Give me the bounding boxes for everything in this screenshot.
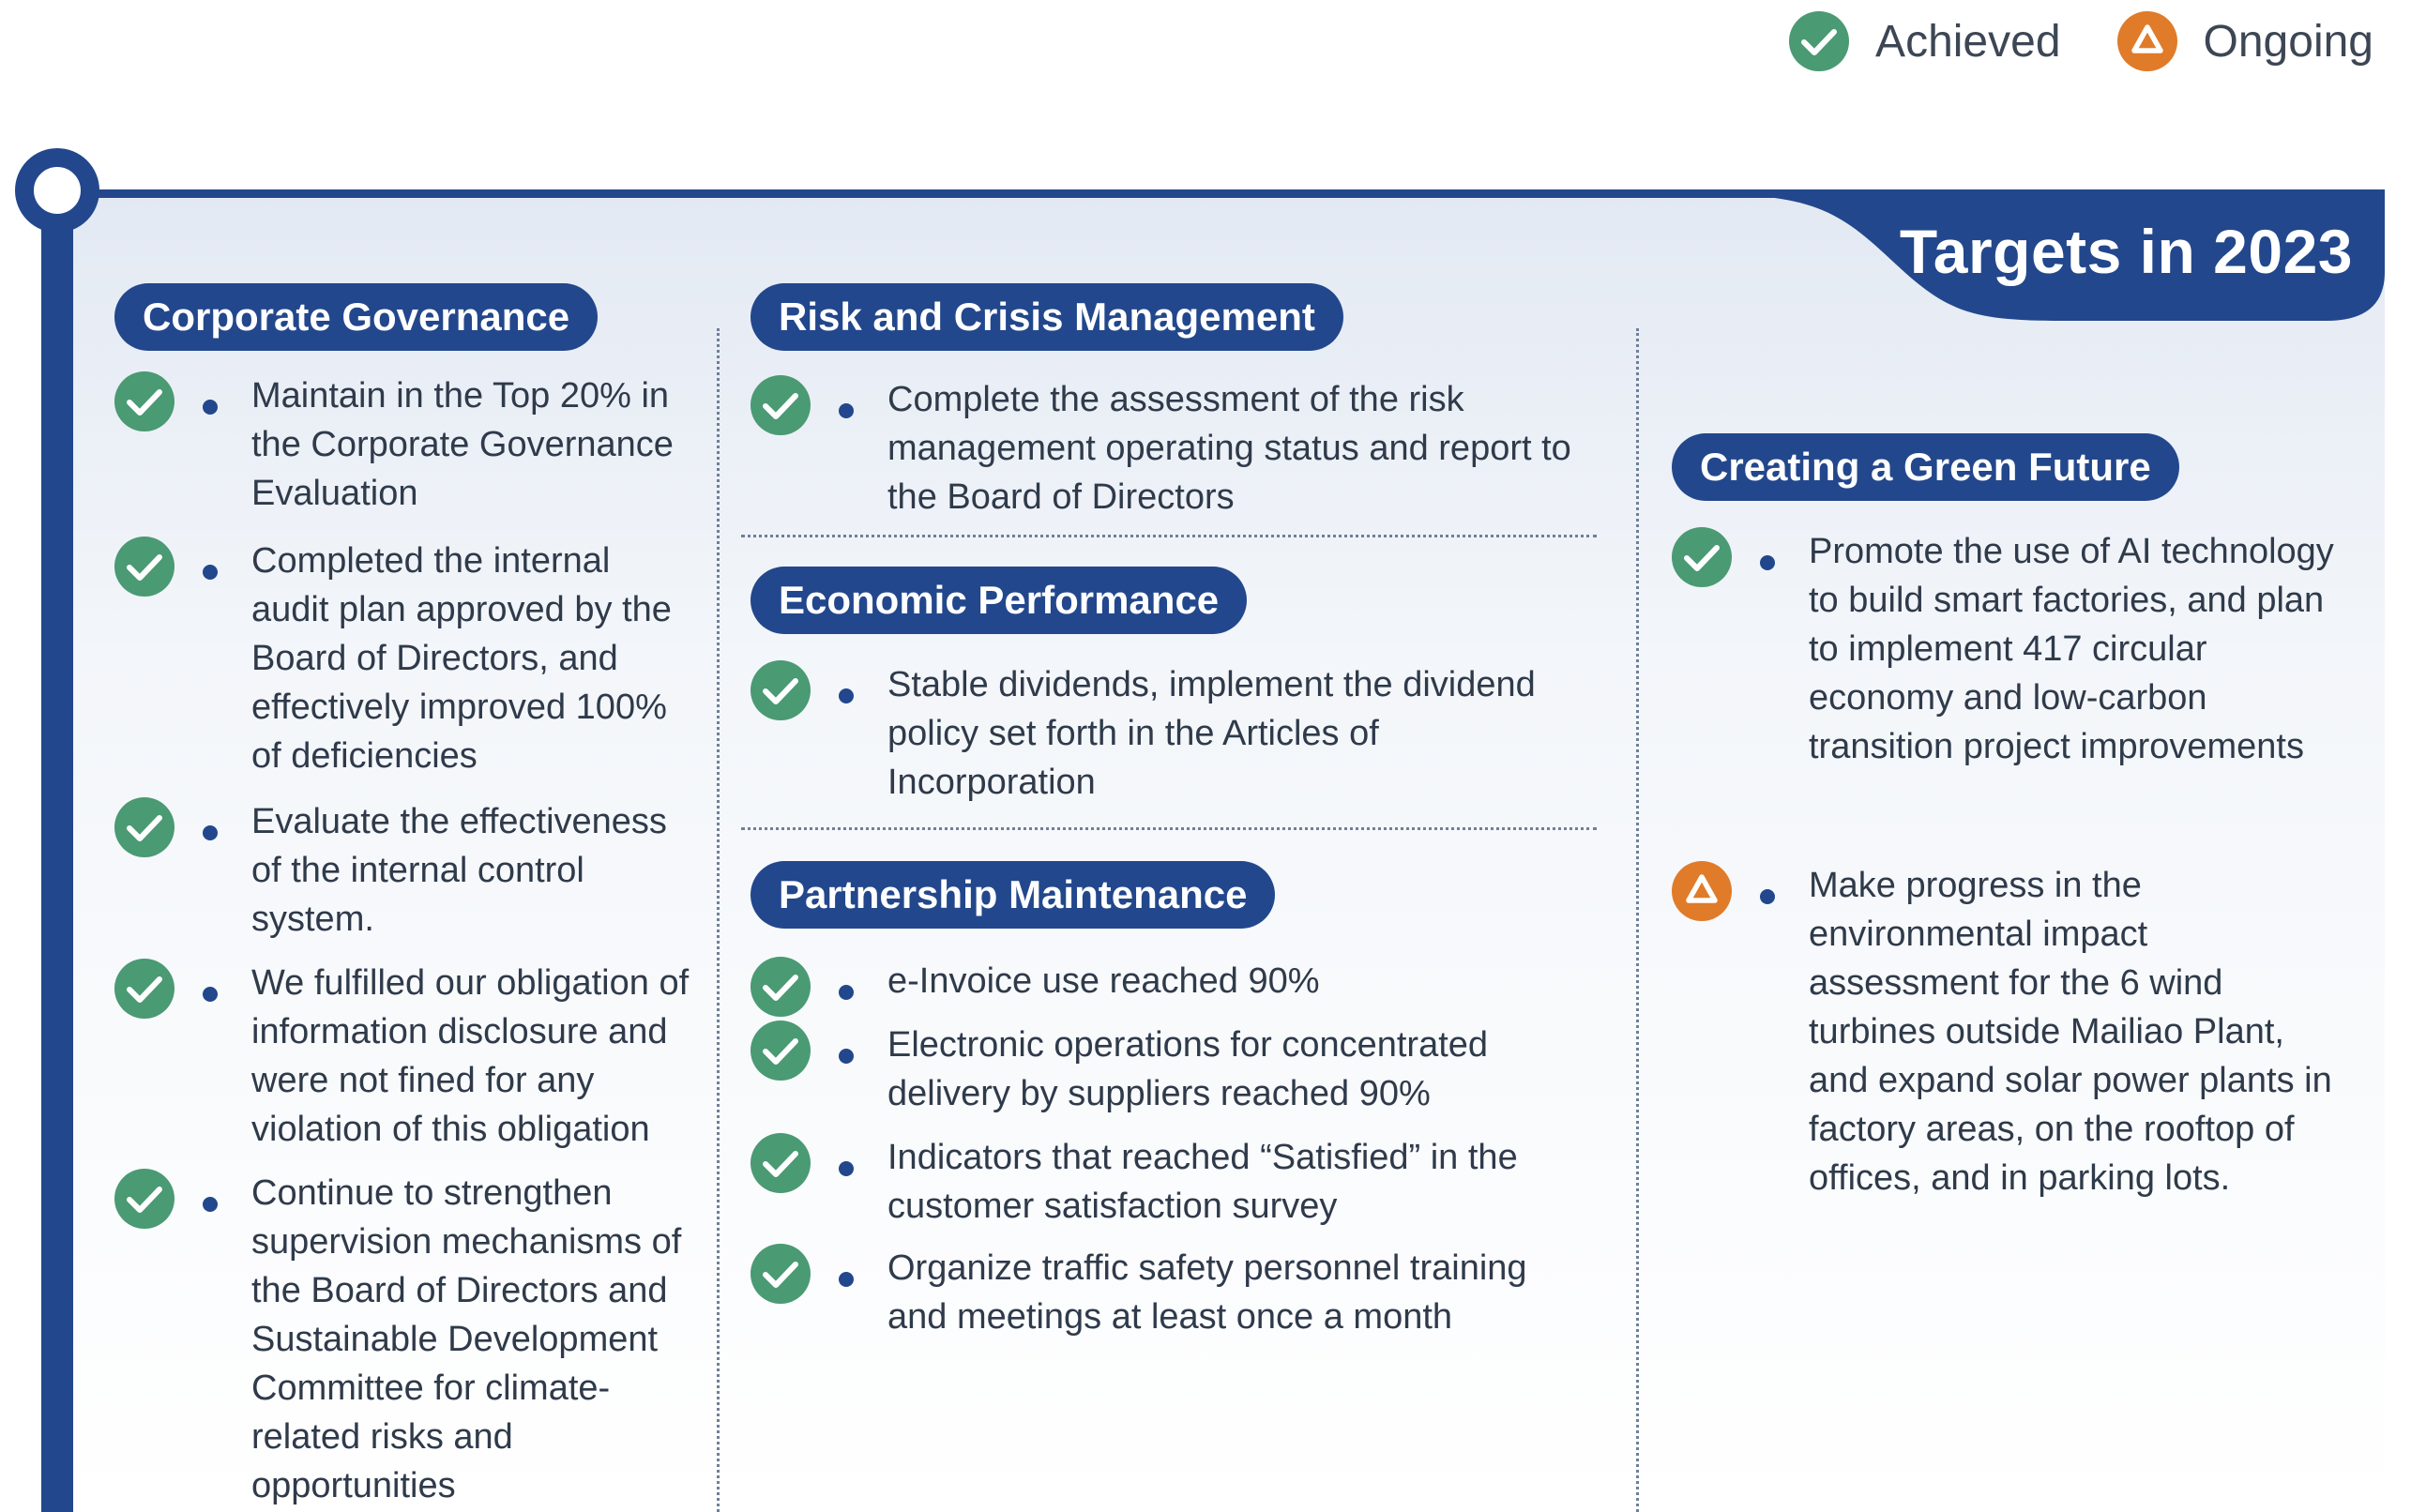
item-text: e-Invoice use reached 90% (887, 961, 1320, 1001)
bullet-dot (1760, 889, 1775, 904)
check-circle-icon (751, 660, 811, 720)
list-item (114, 371, 696, 518)
list-item (751, 1133, 1576, 1231)
list-item (114, 959, 696, 1154)
item-text: Organize traffic safety personnel training and meetings at least once a month (887, 1248, 1527, 1337)
check-circle-icon (114, 797, 174, 857)
check-circle-icon (751, 957, 811, 1017)
bullet-dot (203, 565, 218, 580)
page-title: Targets in 2023 (1899, 217, 2353, 286)
bullet-dot (839, 403, 854, 418)
section-title-green-future: Creating a Green Future (1672, 433, 2179, 501)
bullet-dot (203, 825, 218, 840)
item-text: Make progress in the environmental impact assessment for the 6 wind turbines outside Mailiao Plant, and expand solar power plants in factory areas, on the rooftop of offices, and in parking lots. (1809, 866, 2332, 1198)
item-text: Maintain in the Top 20% in the Corporate Governance Evaluation (251, 376, 674, 513)
list-item (751, 957, 1576, 1017)
legend (1733, 11, 2373, 71)
item-text: Electronic operations for concentrated delivery by suppliers reached 90% (887, 1025, 1489, 1113)
timeline-bar (41, 188, 73, 1512)
triangle-circle-icon (1672, 861, 1732, 921)
check-circle-icon (1789, 11, 1849, 71)
list-item (751, 375, 1576, 522)
list-item (114, 537, 696, 780)
list-item (751, 1021, 1576, 1118)
item-text: Promote the use of AI technology to build smart factories, and plan to implement 417 circular economy and low-carbon transition project improvements (1809, 532, 2334, 766)
list-item (1672, 861, 2347, 1202)
list-item (751, 1244, 1576, 1341)
check-circle-icon (751, 1021, 811, 1081)
list-item (1672, 527, 2347, 771)
check-circle-icon (114, 1169, 174, 1229)
section-title-partnership: Partnership Maintenance (751, 861, 1275, 929)
section-divider (741, 827, 1597, 830)
check-circle-icon (114, 371, 174, 431)
check-circle-icon (1672, 527, 1732, 587)
list-item (114, 797, 696, 944)
item-text: Complete the assessment of the risk management operating status and report to the Board of Directors (887, 380, 1571, 517)
item-text: Evaluate the effectiveness of the internal control system. (251, 802, 667, 939)
check-circle-icon (751, 375, 811, 435)
item-text: Continue to strengthen supervision mechanisms of the Board of Directors and Sustainable Development Committee for climate-related risks and opportunities (251, 1173, 682, 1505)
column-divider (1636, 328, 1639, 1512)
bullet-dot (1760, 555, 1775, 570)
bullet-dot (839, 1161, 854, 1176)
bullet-dot (203, 1197, 218, 1212)
item-text: Completed the internal audit plan approved by the Board of Directors, and effectively improved 100% of deficiencies (251, 541, 672, 776)
column-divider (717, 328, 720, 1512)
item-text: Stable dividends, implement the dividend policy set forth in the Articles of Incorporation (887, 665, 1536, 802)
item-text: Indicators that reached “Satisfied” in the customer satisfaction survey (887, 1138, 1518, 1226)
section-title-economic-performance: Economic Performance (751, 567, 1247, 634)
triangle-circle-icon (2117, 11, 2177, 71)
item-text: We fulfilled our obligation of information disclosure and were not fined for any violation of this obligation (251, 963, 690, 1149)
legend-ongoing (2117, 11, 2373, 71)
timeline-start-dot (15, 148, 99, 233)
legend-achieved-label: Achieved (1875, 16, 2061, 67)
bullet-dot (203, 400, 218, 415)
bullet-dot (839, 1272, 854, 1287)
section-title-corporate-governance: Corporate Governance (114, 283, 598, 351)
section-title-risk-crisis: Risk and Crisis Management (751, 283, 1343, 351)
check-circle-icon (751, 1133, 811, 1193)
check-circle-icon (114, 537, 174, 597)
check-circle-icon (114, 959, 174, 1019)
legend-achieved (1789, 11, 2060, 71)
legend-ongoing-label: Ongoing (2203, 16, 2373, 67)
bullet-dot (203, 987, 218, 1002)
bullet-dot (839, 688, 854, 703)
list-item (114, 1169, 696, 1510)
list-item (751, 660, 1576, 807)
check-circle-icon (751, 1244, 811, 1304)
bullet-dot (839, 985, 854, 1000)
section-divider (741, 535, 1597, 537)
bullet-dot (839, 1049, 854, 1064)
